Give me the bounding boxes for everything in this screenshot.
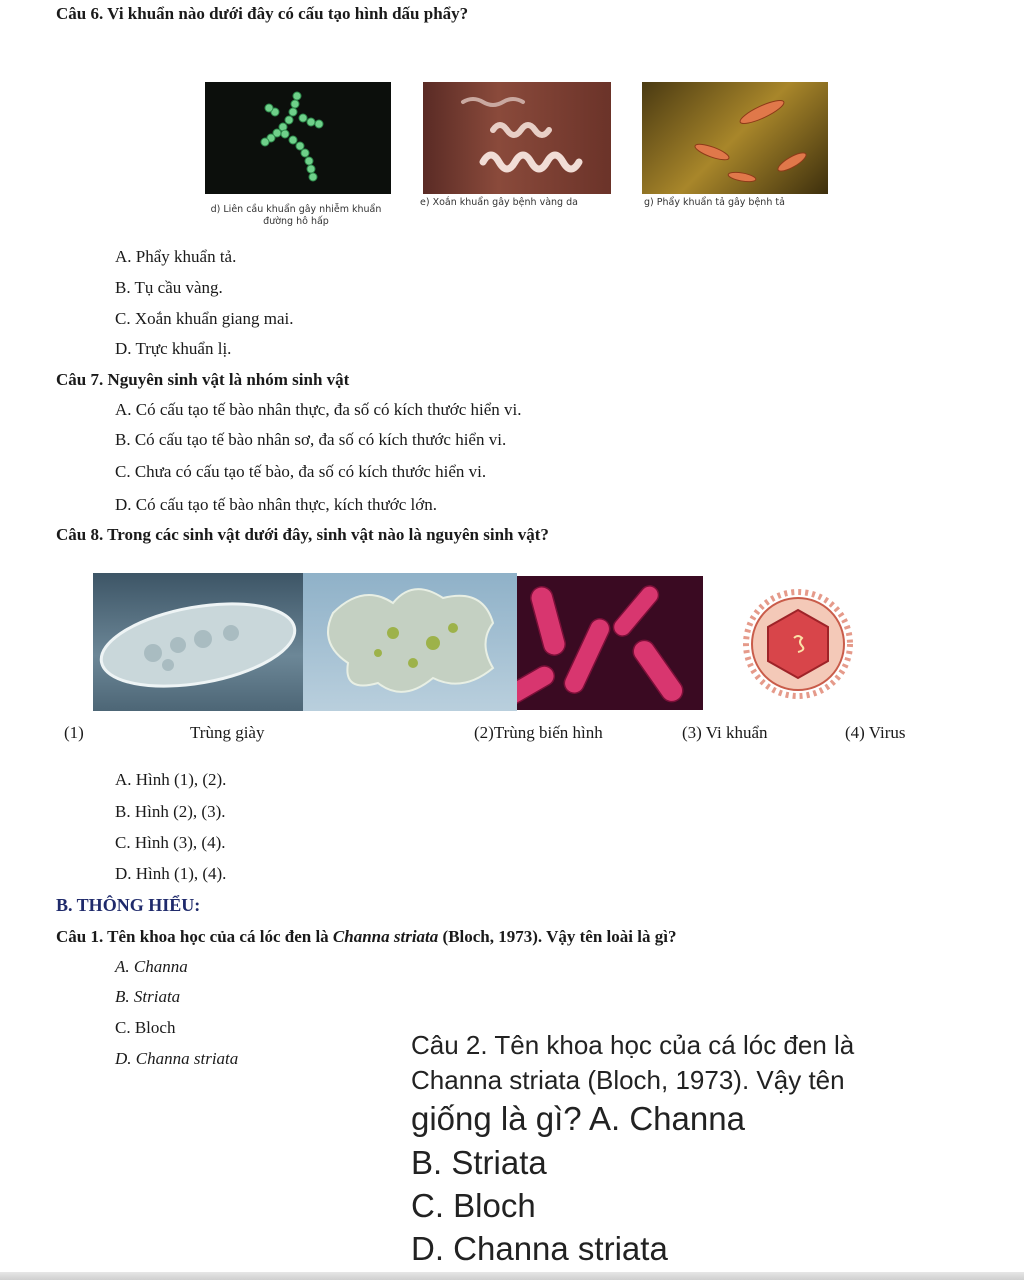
paramecium-image xyxy=(93,573,303,711)
q8-option-c[interactable]: C. Hình (3), (4). xyxy=(115,833,226,852)
figure-label-4: (4) Virus xyxy=(845,723,906,742)
b1-option-c[interactable]: C. Bloch xyxy=(115,1018,176,1037)
virus-image xyxy=(740,580,860,710)
b2-option-c[interactable]: C. Bloch xyxy=(411,1187,536,1224)
q8-option-a[interactable]: A. Hình (1), (2). xyxy=(115,770,227,789)
q7-option-a[interactable]: A. Có cấu tạo tế bào nhân thực, đa số có kích thước hiển vi. xyxy=(115,400,522,419)
caption-d: d) Liên cầu khuẩn gây nhiễm khuẩn đường hô hấp xyxy=(210,204,382,227)
spirochete-image xyxy=(423,82,611,194)
b1-title-italic: Channa striata xyxy=(332,927,439,946)
b2-option-d[interactable]: D. Channa striata xyxy=(411,1230,668,1267)
q7-option-b[interactable]: B. Có cấu tạo tế bào nhân sơ, đa số có kích thước hiển vi. xyxy=(115,430,507,449)
b1-option-b[interactable]: B. Striata xyxy=(115,987,181,1006)
q7-option-d[interactable]: D. Có cấu tạo tế bào nhân thực, kích thước lớn. xyxy=(115,495,438,514)
section-b-heading: B. THÔNG HIỂU: xyxy=(56,895,201,915)
q8-title: Câu 8. Trong các sinh vật dưới đây, sinh vật nào là nguyên sinh vật? xyxy=(56,525,549,544)
bottom-divider xyxy=(0,1272,1024,1280)
q8-option-b[interactable]: B. Hình (2), (3). xyxy=(115,802,226,821)
q8-option-d[interactable]: D. Hình (1), (4). xyxy=(115,864,227,883)
b1-option-a[interactable]: A. Channa xyxy=(115,957,188,976)
b2-line-3: giống là gì? A. Channa xyxy=(411,1100,745,1137)
caption-g: g) Phẩy khuẩn tả gây bệnh tả xyxy=(644,197,785,208)
b1-title-post: (Bloch, 1973). Vậy tên loài là gì? xyxy=(438,927,677,946)
q6-option-a[interactable]: A. Phẩy khuẩn tả. xyxy=(115,247,237,266)
q6-title: Câu 6. Vi khuẩn nào dưới đây có cấu tạo hình dấu phẩy? xyxy=(56,4,469,23)
q7-option-c[interactable]: C. Chưa có cấu tạo tế bào, đa số có kích thước hiển vi. xyxy=(115,462,487,481)
q6-option-d[interactable]: D. Trực khuẩn lị. xyxy=(115,339,232,358)
figure-label-3: (3) Vi khuẩn xyxy=(682,723,768,742)
amoeba-image xyxy=(303,573,517,711)
figure-label-2: (2)Trùng biến hình xyxy=(474,723,603,742)
b2-line-2: Channa striata (Bloch, 1973). Vậy tên xyxy=(411,1065,845,1095)
b2-line-1: Câu 2. Tên khoa học của cá lóc đen là xyxy=(411,1030,855,1060)
streptococcus-image xyxy=(205,82,391,194)
vibrio-image xyxy=(642,82,828,194)
q6-option-b[interactable]: B. Tụ cầu vàng. xyxy=(115,278,223,297)
q6-option-c[interactable]: C. Xoắn khuẩn giang mai. xyxy=(115,309,294,328)
caption-e: e) Xoắn khuẩn gây bệnh vàng da xyxy=(420,197,578,208)
b2-option-b[interactable]: B. Striata xyxy=(411,1144,547,1181)
figure-label-1-name: Trùng giày xyxy=(190,723,265,742)
figure-label-1: (1) xyxy=(64,723,84,742)
b1-title xyxy=(56,927,676,947)
b1-option-d[interactable]: D. Channa striata xyxy=(115,1049,239,1068)
q7-title: Câu 7. Nguyên sinh vật là nhóm sinh vật xyxy=(56,370,350,389)
bacteria-image xyxy=(517,576,703,710)
b1-title-pre: Câu 1. Tên khoa học của cá lóc đen là xyxy=(56,927,333,946)
